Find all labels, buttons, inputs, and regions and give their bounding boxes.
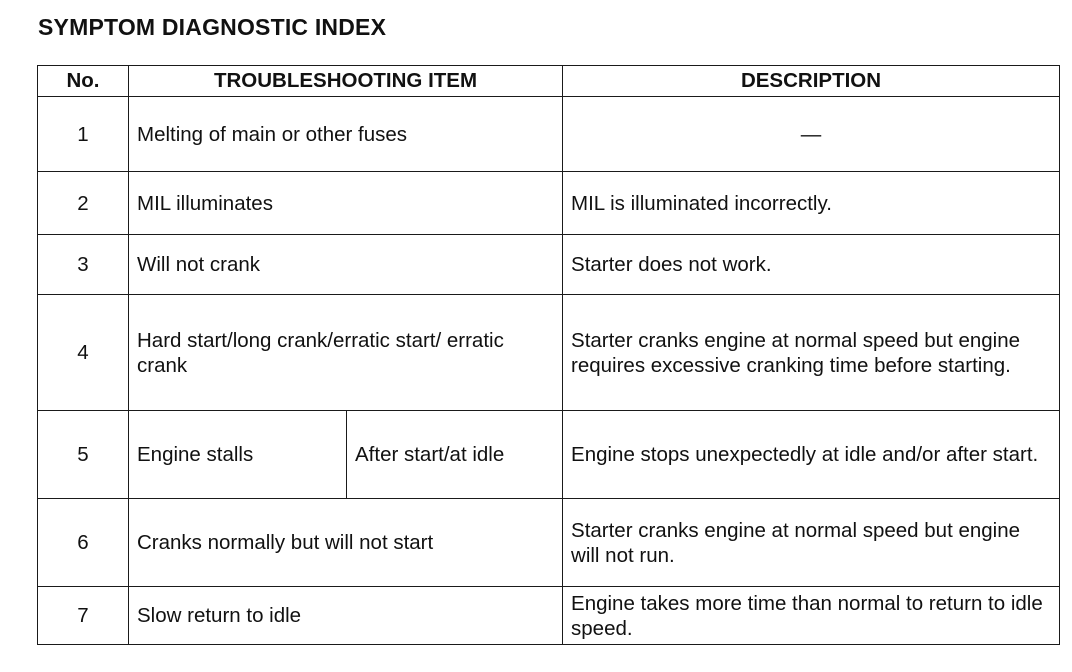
- description-cell: Starter does not work.: [563, 235, 1060, 295]
- row-number: 1: [38, 97, 129, 172]
- description-cell: Starter cranks engine at normal speed but engine requires excessive cranking time before starting.: [563, 295, 1060, 411]
- page-title: SYMPTOM DIAGNOSTIC INDEX: [38, 14, 387, 40]
- table-row: [38, 499, 1060, 587]
- symptom-index-table: [37, 65, 1060, 645]
- troubleshooting-item: Engine stalls: [129, 411, 347, 499]
- row-number: 3: [38, 235, 129, 295]
- header-row: [38, 66, 1060, 97]
- troubleshooting-subitem: After start/at idle: [347, 411, 563, 499]
- table-row: [38, 97, 1060, 172]
- description-cell: Engine stops unexpectedly at idle and/or after start.: [563, 411, 1060, 499]
- row-number: 6: [38, 499, 129, 587]
- header-no: No.: [38, 66, 129, 97]
- table-row: [38, 172, 1060, 235]
- troubleshooting-item: Hard start/long crank/erratic start/ erratic crank: [129, 295, 563, 411]
- table-row: [38, 295, 1060, 411]
- description-cell: Engine takes more time than normal to return to idle speed.: [563, 587, 1060, 645]
- row-number: 5: [38, 411, 129, 499]
- troubleshooting-item: Slow return to idle: [129, 587, 563, 645]
- table-row: [38, 235, 1060, 295]
- table-row: [38, 587, 1060, 645]
- troubleshooting-item: Melting of main or other fuses: [129, 97, 563, 172]
- row-number: 4: [38, 295, 129, 411]
- header-troubleshooting-item: TROUBLESHOOTING ITEM: [129, 66, 563, 97]
- troubleshooting-item: MIL illuminates: [129, 172, 563, 235]
- table-row: [38, 411, 1060, 499]
- description-cell: Starter cranks engine at normal speed but engine will not run.: [563, 499, 1060, 587]
- description-cell: MIL is illuminated incorrectly.: [563, 172, 1060, 235]
- troubleshooting-item: Cranks normally but will not start: [129, 499, 563, 587]
- troubleshooting-item: Will not crank: [129, 235, 563, 295]
- description-cell: —: [563, 97, 1060, 172]
- header-description: DESCRIPTION: [563, 66, 1060, 97]
- row-number: 7: [38, 587, 129, 645]
- row-number: 2: [38, 172, 129, 235]
